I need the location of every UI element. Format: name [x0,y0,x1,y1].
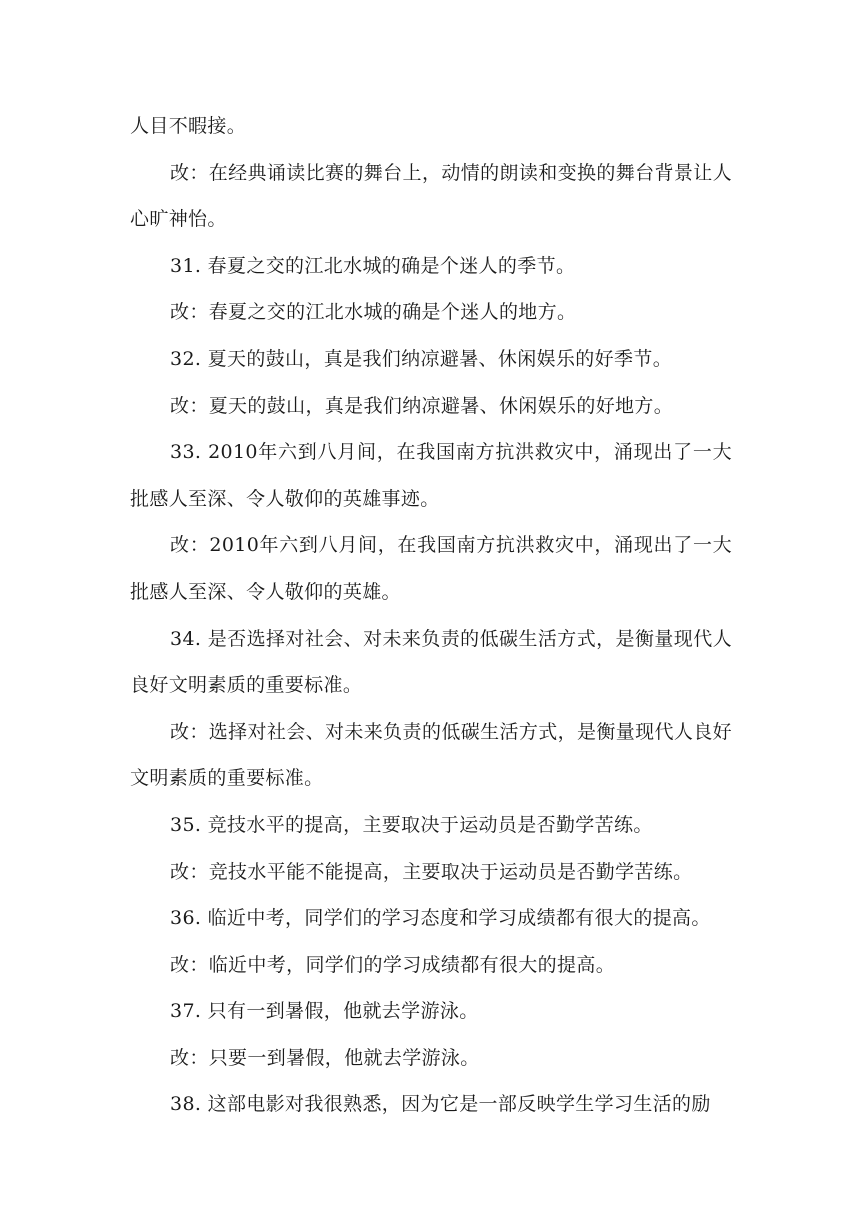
paragraph-7: 改：2010年六到八月间，在我国南方抗洪救灾中，涌现出了一大批感人至深、令人敬仰的英雄。 [130,534,732,603]
paragraph-6: 33. 2010年六到八月间，在我国南方抗洪救灾中，涌现出了一大批感人至深、令人敬仰的英雄事迹。 [130,441,732,510]
paragraph-13: 改：临近中考，同学们的学习成绩都有很大的提高。 [170,953,616,976]
paragraph-1: 改：在经典诵读比赛的舞台上，动情的朗读和变换的舞台背景让人心旷神怡。 [130,161,732,231]
document-body [130,103,732,1128]
paragraph-9: 改：选择对社会、对未来负责的低碳生活方式，是衡量现代人良好文明素质的重要标准。 [130,720,732,790]
paragraph-14: 37. 只有一到暑假，他就去学游泳。 [170,1000,479,1023]
paragraph-8: 34. 是否选择对社会、对未来负责的低碳生活方式，是衡量现代人良好文明素质的重要标准。 [130,627,732,697]
paragraph-5: 改：夏天的鼓山，真是我们纳凉避暑、休闲娱乐的好地方。 [170,394,674,417]
paragraph-10: 35. 竞技水平的提高，主要取决于运动员是否勤学苦练。 [170,813,653,836]
paragraph-0: 人目不暇接。 [130,115,247,137]
paragraph-16: 38. 这部电影对我很熟悉，因为它是一部反映学生学习生活的励 [170,1093,711,1116]
paragraph-2: 31. 春夏之交的江北水城的确是个迷人的季节。 [170,254,576,277]
paragraph-11: 改：竞技水平能不能提高，主要取决于运动员是否勤学苦练。 [170,860,693,883]
paragraph-15: 改：只要一到暑假，他就去学游泳。 [170,1046,480,1069]
paragraph-4: 32. 夏天的鼓山，真是我们纳凉避暑、休闲娱乐的好季节。 [170,347,673,370]
paragraph-12: 36. 临近中考，同学们的学习态度和学习成绩都有很大的提高。 [170,907,711,930]
paragraph-3: 改：春夏之交的江北水城的确是个迷人的地方。 [170,301,577,324]
